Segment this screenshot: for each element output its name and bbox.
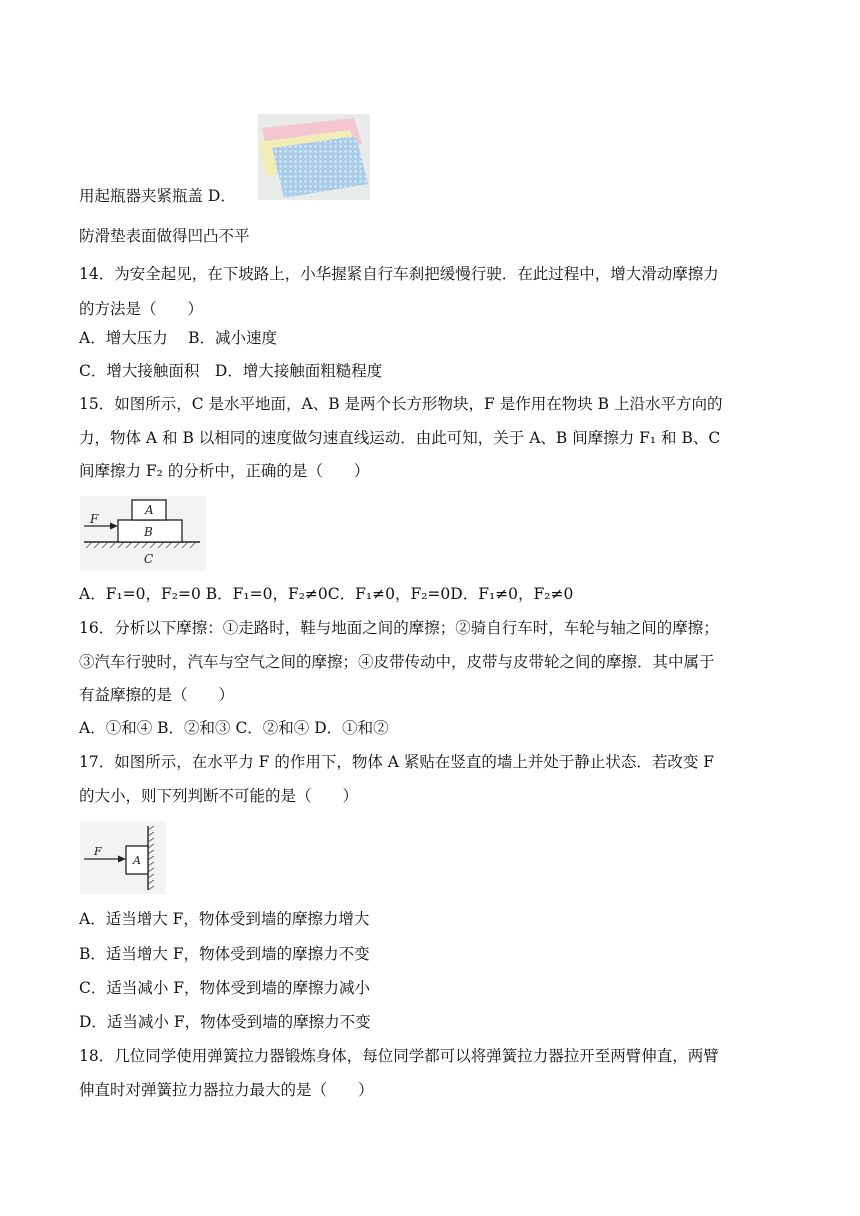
q17-option-b: B．适当增大 F，物体受到墙的摩擦力不变 [79, 945, 370, 963]
prev-option-c-text: 用起瓶器夹紧瓶盖 D． [79, 187, 236, 205]
q15-blocks-figure [80, 496, 206, 570]
q14-stem-line-2: 的方法是（ ） [79, 300, 204, 318]
q14-stem-line-1: 14．为安全起见，在下坡路上，小华握紧自行车刹把缓慢行驶．在此过程中，增大滑动摩擦力 [79, 265, 719, 283]
q14-options-cd: C．增大接触面积 D．增大接触面粗糙程度 [79, 362, 383, 380]
q16-stem-line-2: ③汽车行驶时，汽车与空气之间的摩擦；④皮带传动中，皮带与皮带轮之间的摩擦．其中属于 [79, 653, 715, 671]
q17-label-a: A [133, 854, 141, 867]
q15-stem-line-3: 间摩擦力 F₂ 的分析中，正确的是（ ） [79, 462, 370, 480]
q17-option-d: D．适当减小 F，物体受到墙的摩擦力不变 [79, 1013, 371, 1031]
anti-slip-pad-photo [258, 114, 370, 200]
q16-options: A．①和④ B．②和③ C．②和④ D．①和② [79, 719, 389, 737]
q18-stem-line-2: 伸直时对弹簧拉力器拉力最大的是（ ） [79, 1081, 374, 1099]
q14-options-ab: A．增大压力 B．减小速度 [79, 329, 278, 347]
q15-stem-line-2: 力，物体 A 和 B 以相同的速度做匀速直线运动．由此可知，关于 A、B 间摩擦力 F₁ 和 B、C [79, 429, 721, 447]
q18-stem-line-1: 18．几位同学使用弹簧拉力器锻炼身体，每位同学都可以将弹簧拉力器拉开至两臂伸直，两臂 [79, 1047, 719, 1065]
q17-stem-line-1: 17．如图所示，在水平力 F 的作用下，物体 A 紧贴在竖直的墙上并处于静止状态．若改变 F [79, 753, 715, 771]
q15-label-f: F [90, 512, 99, 526]
q17-option-a: A．适当增大 F，物体受到墙的摩擦力增大 [79, 910, 370, 928]
q17-wall-block-figure [80, 822, 166, 894]
q17-label-f: F [94, 845, 102, 858]
q16-stem-line-1: 16．分析以下摩擦：①走路时，鞋与地面之间的摩擦；②骑自行车时，车轮与轴之间的摩擦； [79, 619, 719, 637]
q17-option-c: C．适当减小 F，物体受到墙的摩擦力减小 [79, 979, 371, 997]
q16-stem-line-3: 有益摩擦的是（ ） [79, 686, 235, 704]
q17-stem-line-2: 的大小，则下列判断不可能的是（ ） [79, 787, 359, 805]
prev-option-d-caption: 防滑垫表面做得凹凸不平 [79, 227, 250, 245]
q15-label-b: B [144, 525, 153, 539]
q15-options: A．F₁=0，F₂=0 B．F₁=0，F₂≠0C．F₁≠0，F₂=0D．F₁≠0，F₂≠0 [79, 585, 574, 603]
q15-label-a: A [145, 503, 154, 517]
q15-stem-line-1: 15．如图所示，C 是水平地面，A、B 是两个长方形物块，F 是作用在物块 B 上沿水平方向的 [79, 395, 723, 413]
q15-label-c: C [144, 552, 154, 566]
